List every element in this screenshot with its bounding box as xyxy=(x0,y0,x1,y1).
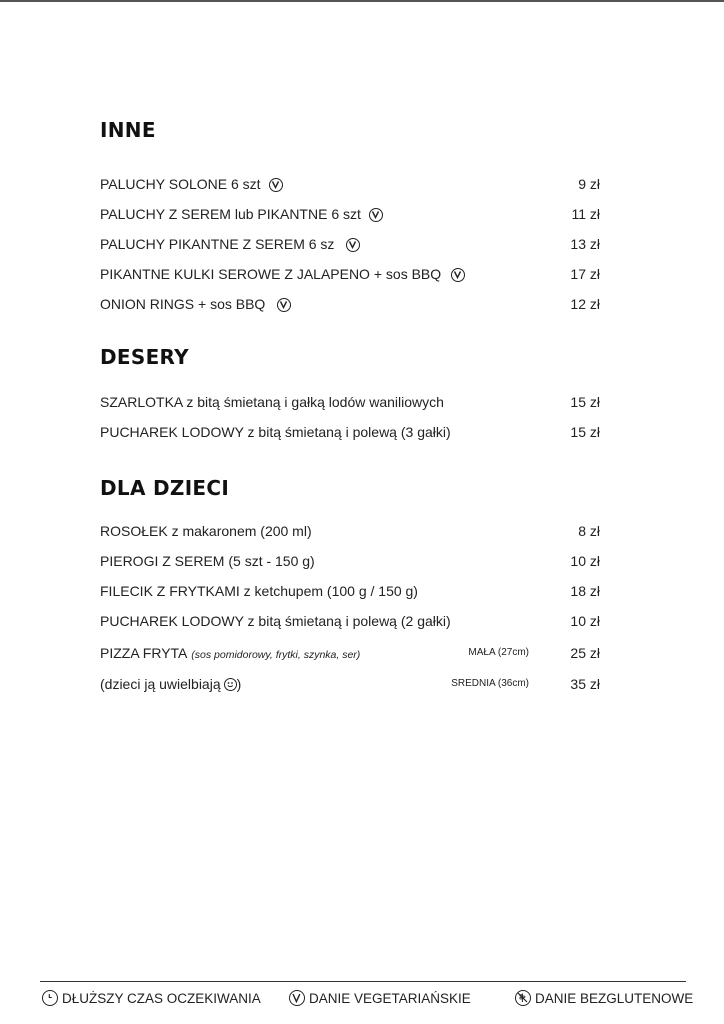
menu-item xyxy=(100,263,600,285)
item-price: 10 zł xyxy=(570,553,600,569)
item-ingredients: (sos pomidorowy, frytki, szynka, ser) xyxy=(191,649,361,661)
vegetarian-icon xyxy=(369,208,383,222)
item-price: 8 zł xyxy=(578,523,600,539)
item-name: PALUCHY Z SEREM lub PIKANTNE 6 szt xyxy=(100,206,361,222)
section-title-inne: INNE xyxy=(100,118,156,142)
menu-item-pizza-size: (dzieci ją uwielbiają ) SREDNIA (36cm) 35 zł xyxy=(100,673,600,695)
footer-divider xyxy=(40,981,686,982)
item-name: PIEROGI Z SEREM (5 szt - 150 g) xyxy=(100,553,315,569)
section-title-desery: DESERY xyxy=(100,345,189,369)
item-price: 10 zł xyxy=(570,613,600,629)
item-price: 9 zł xyxy=(578,176,600,192)
item-price: 17 zł xyxy=(570,266,600,282)
item-price: 15 zł xyxy=(570,394,600,410)
menu-item xyxy=(100,421,600,443)
item-name: PUCHAREK LODOWY z bitą śmietaną i polewą (2 gałki) xyxy=(100,613,451,629)
item-name: SZARLOTKA z bitą śmietaną i gałką lodów waniliowych xyxy=(100,394,444,410)
vegetarian-icon xyxy=(346,238,360,252)
legend-item-vegetarian xyxy=(289,990,471,1006)
menu-item xyxy=(100,173,600,195)
menu-item xyxy=(100,550,600,572)
item-price: 13 zł xyxy=(570,236,600,252)
size-label: SREDNIA (36cm) xyxy=(451,678,529,689)
item-name: PALUCHY PIKANTNE Z SEREM 6 sz xyxy=(100,236,335,252)
clock-icon xyxy=(42,990,58,1006)
menu-item xyxy=(100,391,600,413)
item-name: PIKANTNE KULKI SEROWE Z JALAPENO + sos BBQ xyxy=(100,266,442,282)
item-name: ONION RINGS + sos BBQ xyxy=(100,296,266,312)
item-price: 11 zł xyxy=(571,206,600,222)
menu-item xyxy=(100,203,600,225)
section-title-dla-dzieci: DLA DZIECI xyxy=(100,476,230,500)
gluten-free-icon xyxy=(515,990,531,1006)
item-price: 25 zł xyxy=(570,645,600,661)
vegetarian-icon xyxy=(451,268,465,282)
legend-label: DŁUŻSZY CZAS OCZEKIWANIA xyxy=(62,991,261,1006)
smiley-icon xyxy=(224,678,237,691)
legend-item-wait-time xyxy=(42,990,261,1006)
item-name: PALUCHY SOLONE 6 szt xyxy=(100,176,261,192)
vegetarian-icon xyxy=(277,298,291,312)
legend-label: DANIE BEZGLUTENOWE xyxy=(535,991,694,1006)
item-name: PIZZA FRYTA xyxy=(100,645,188,661)
item-name: PUCHAREK LODOWY z bitą śmietaną i polewą (3 gałki) xyxy=(100,424,451,440)
item-price: 35 zł xyxy=(570,676,600,692)
item-name: ROSOŁEK z makaronem (200 ml) xyxy=(100,523,312,539)
menu-item xyxy=(100,293,600,315)
vegetarian-icon xyxy=(289,990,305,1006)
item-price: 12 zł xyxy=(570,296,600,312)
page-top-border xyxy=(0,0,724,2)
legend-label: DANIE VEGETARIAŃSKIE xyxy=(309,991,471,1006)
menu-item-pizza xyxy=(100,642,600,664)
item-price: 15 zł xyxy=(570,424,600,440)
legend-item-gluten-free xyxy=(515,990,693,1006)
menu-item xyxy=(100,580,600,602)
item-name: FILECIK Z FRYTKAMI z ketchupem (100 g / 150 g) xyxy=(100,583,418,599)
menu-item xyxy=(100,610,600,632)
item-price: 18 zł xyxy=(570,583,600,599)
menu-item xyxy=(100,520,600,542)
vegetarian-icon xyxy=(269,178,283,192)
menu-item xyxy=(100,233,600,255)
item-note: (dzieci ją uwielbiają xyxy=(100,676,221,692)
size-label: MAŁA (27cm) xyxy=(468,647,529,658)
